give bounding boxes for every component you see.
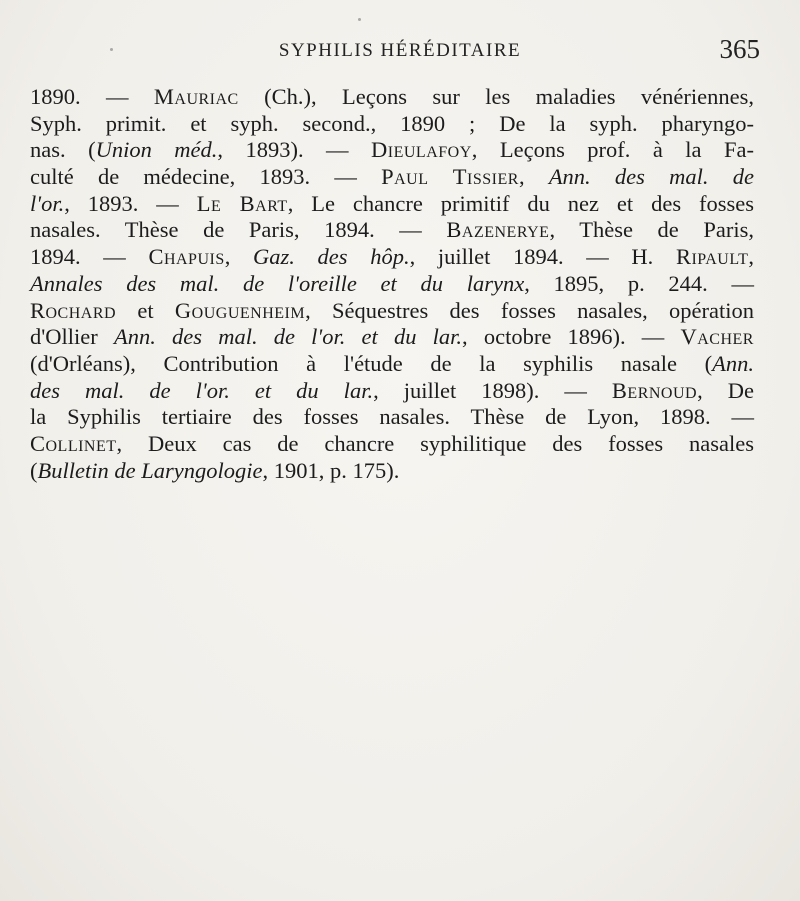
text-line xyxy=(30,191,754,218)
text-line xyxy=(30,244,754,271)
text-line xyxy=(30,458,754,485)
text-segment: , Deux cas de chancre syphilitique des fosses nasales xyxy=(116,430,754,456)
author-name: Vacher xyxy=(680,324,754,350)
text-segment: , 1895, p. 244. — xyxy=(524,270,754,296)
text-line xyxy=(30,298,754,325)
text-segment: , 1901, p. 175). xyxy=(262,457,400,483)
text-segment: , xyxy=(748,244,755,270)
text-line xyxy=(30,404,754,431)
journal-title: l'or. xyxy=(30,190,65,216)
text-segment: , juillet 1898). — xyxy=(373,377,612,403)
author-name: Chapuis xyxy=(148,244,225,270)
journal-title: Ann. des mal. de xyxy=(548,164,754,190)
text-line xyxy=(30,137,754,164)
author-name: Bazenerye xyxy=(446,217,550,243)
text-segment: , 1893). — xyxy=(217,137,372,163)
text-segment: , Séquestres des fosses nasales, opération xyxy=(305,297,754,323)
text-segment: , xyxy=(518,164,549,190)
page-header xyxy=(0,30,800,70)
text-segment: la Syphilis tertiaire des fosses nasales. Thèse de Lyon, 1898. — xyxy=(30,404,754,430)
print-speck xyxy=(358,18,361,21)
text-line xyxy=(30,217,754,244)
author-name: Paul Tissier xyxy=(381,164,519,190)
text-segment: 1894. — xyxy=(30,244,149,270)
text-line xyxy=(30,324,754,351)
print-speck xyxy=(110,48,113,51)
text-segment: (d'Orléans), Contribution à l'étude de la syphilis nasale ( xyxy=(30,350,713,376)
text-segment: , 1893. — xyxy=(64,190,197,216)
author-name: Collinet xyxy=(30,430,117,456)
text-line xyxy=(30,271,754,298)
text-segment: , Le chancre primitif du nez et des fosses xyxy=(287,190,754,216)
text-segment: nasales. Thèse de Paris, 1894. — xyxy=(30,217,447,243)
author-name: Dieulafoy xyxy=(371,137,472,163)
text-segment: , juillet 1894. — H. xyxy=(409,244,676,270)
journal-title: Annales des mal. de l'oreille et du larynx xyxy=(30,270,525,296)
text-segment: , octobre 1896). — xyxy=(462,324,681,350)
text-segment: et xyxy=(116,297,175,323)
journal-title: Ann. des mal. de l'or. et du lar. xyxy=(113,324,463,350)
running-head: SYPHILIS HÉRÉDITAIRE xyxy=(278,40,522,61)
journal-title: Ann. xyxy=(712,350,754,376)
author-name: Bernoud xyxy=(611,377,698,403)
text-segment: , xyxy=(224,244,254,270)
author-name: Le Bart xyxy=(196,190,288,216)
text-segment: ( xyxy=(30,457,38,483)
text-segment: nas. ( xyxy=(30,137,96,163)
text-line xyxy=(30,351,754,378)
journal-title: des mal. de l'or. et du lar. xyxy=(30,377,374,403)
text-segment: 1890. — xyxy=(30,84,154,109)
text-line xyxy=(30,431,754,458)
journal-title: Union méd. xyxy=(95,137,218,163)
journal-title: Bulletin de Laryngologie xyxy=(37,457,263,483)
author-name: Ripault xyxy=(675,244,749,270)
text-segment: culté de médecine, 1893. — xyxy=(30,164,382,190)
bibliography-paragraph xyxy=(30,84,754,484)
text-segment: , Thèse de Paris, xyxy=(549,217,754,243)
text-line xyxy=(30,164,754,191)
page-number: 365 xyxy=(719,34,760,64)
text-segment: , Leçons prof. à la Fa- xyxy=(471,137,754,163)
text-segment: , De xyxy=(697,377,754,403)
text-line xyxy=(30,378,754,405)
author-name: Mauriac xyxy=(153,84,239,109)
text-segment: Syph. primit. et syph. second., 1890 ; De la syph. pharyngo- xyxy=(30,110,754,136)
journal-title: Gaz. des hôp. xyxy=(253,244,410,270)
author-name: Gouguenheim xyxy=(174,297,306,323)
author-name: Rochard xyxy=(30,297,117,323)
text-line xyxy=(30,84,754,111)
text-line xyxy=(30,111,754,138)
text-segment: (Ch.), Leçons sur les maladies vénériennes, xyxy=(238,84,755,109)
text-segment: d'Ollier xyxy=(30,324,114,350)
